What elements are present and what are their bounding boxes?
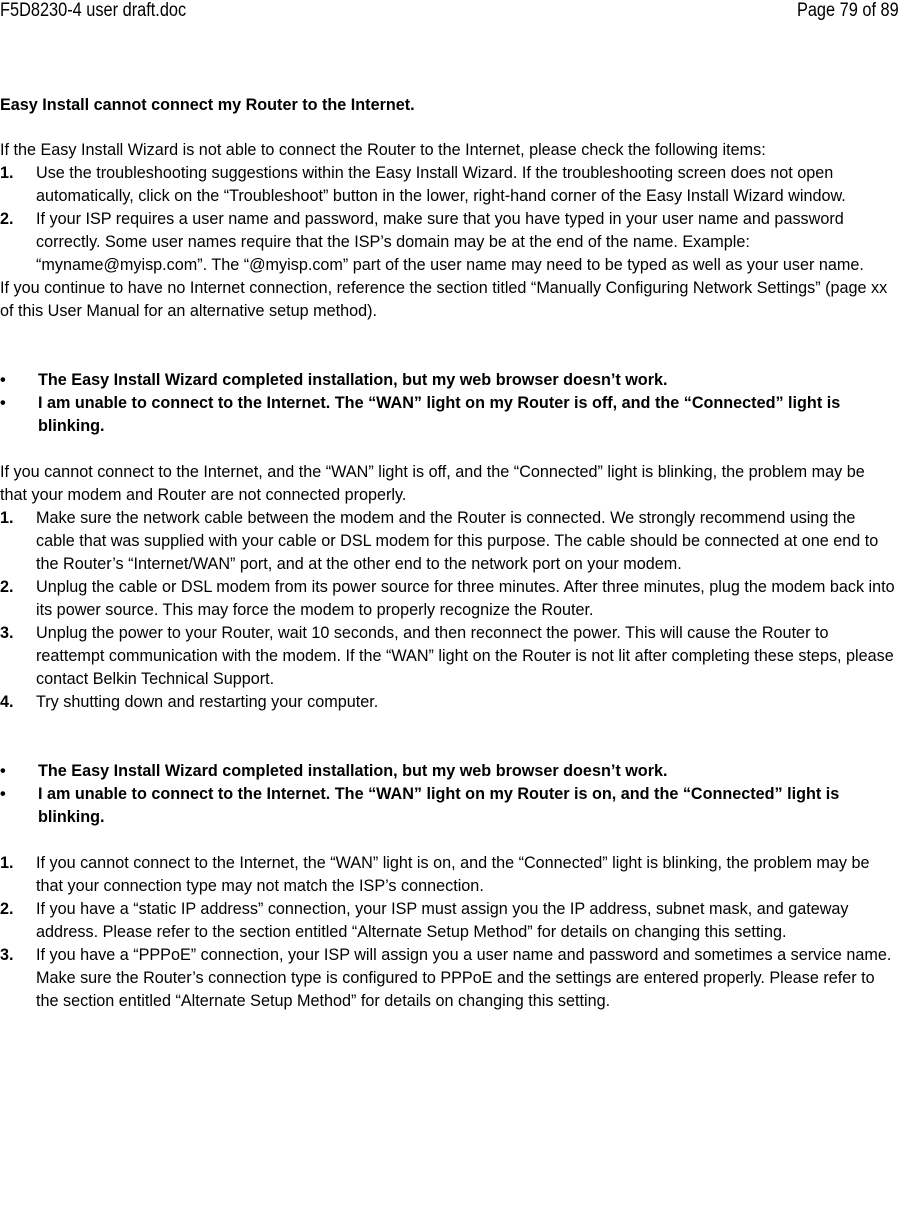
step-number: 2. (0, 578, 14, 596)
spacer (0, 323, 895, 369)
step-number: 1. (0, 509, 14, 527)
problem-text: The Easy Install Wizard completed installation, but my web browser doesn’t work. (38, 762, 668, 780)
step-text: Make sure the network cable between the modem and the Router is connected. We strongly recommend using the cable that was supplied with your cable or DSL modem for this purpose. The cable should be connected at one end to the Router’s “Internet/WAN” port, and at the other end to the network port on your modem. (36, 509, 879, 573)
step-text: Try shutting down and restarting your computer. (36, 693, 379, 711)
step-text: Use the troubleshooting suggestions within the Easy Install Wizard. If the troubleshooting screen does not open automatically, click on the “Troubleshoot” button in the lower, right-hand corner of the Easy Install Wizard window. (36, 164, 846, 205)
section1-intro: If the Easy Install Wizard is not able to connect the Router to the Internet, please check the following items: (0, 141, 766, 159)
bullet-icon: • (0, 394, 6, 412)
section1-outro: If you continue to have no Internet connection, reference the section titled “Manually Configuring Network Settings” (page xx of this User Manual for an alternative setup method). (0, 279, 888, 320)
step-text: If you cannot connect to the Internet, the “WAN” light is on, and the “Connected” light is blinking, the problem may be that your connection type may not match the ISP’s connection. (36, 854, 870, 895)
step-number: 4. (0, 693, 14, 711)
bullet-icon: • (0, 785, 6, 803)
page-header (0, 0, 899, 26)
document-body (0, 94, 895, 1013)
step-number: 2. (0, 900, 14, 918)
problem-text: I am unable to connect to the Internet. The “WAN” light on my Router is on, and the “Connected” light is blinking. (38, 785, 840, 826)
section2-steps (0, 507, 895, 714)
list-item (0, 944, 895, 1013)
problem-item (0, 760, 895, 783)
step-number: 1. (0, 164, 14, 182)
bullet-icon: • (0, 371, 6, 389)
step-text: If you have a “static IP address” connection, your ISP must assign you the IP address, subnet mask, and gateway address. Please refer to the section entitled “Alternate Setup Method” for details on changing this setting. (36, 900, 849, 941)
section1-steps (0, 162, 895, 277)
section2-problems (0, 369, 895, 438)
list-item (0, 576, 895, 622)
step-text: Unplug the power to your Router, wait 10 seconds, and then reconnect the power. This will cause the Router to reattempt communication with the modem. If the “WAN” light on the Router is not lit after completing these steps, please contact Belkin Technical Support. (36, 624, 894, 688)
step-number: 2. (0, 210, 14, 228)
step-text: If your ISP requires a user name and password, make sure that you have typed in your user name and password correctly. Some user names require that the ISP’s domain may be at the end of the name. Example: “myname@myisp.com”. The “@myisp.com” part of the user name may need to be typed as well as your user name. (36, 210, 864, 274)
step-text: If you have a “PPPoE” connection, your ISP will assign you a user name and password and sometimes a service name. Make sure the Router’s connection type is configured to PPPoE and the settings are entered properly. Please refer to the section entitled “Alternate Setup Method” for details on changing this setting. (36, 946, 892, 1010)
section3-problems (0, 760, 895, 829)
section2-intro: If you cannot connect to the Internet, and the “WAN” light is off, and the “Connected” light is blinking, the problem may be that your modem and Router are not connected properly. (0, 463, 865, 504)
list-item (0, 691, 895, 714)
spacer (0, 438, 895, 461)
step-number: 1. (0, 854, 14, 872)
bullet-icon: • (0, 762, 6, 780)
problem-text: I am unable to connect to the Internet. The “WAN” light on my Router is off, and the “Connected” light is blinking. (38, 394, 841, 435)
list-item (0, 852, 895, 898)
problem-item (0, 392, 895, 438)
section-title-easy-install: Easy Install cannot connect my Router to the Internet. (0, 96, 415, 114)
list-item (0, 162, 895, 208)
problem-text: The Easy Install Wizard completed installation, but my web browser doesn’t work. (38, 371, 668, 389)
problem-item (0, 369, 895, 392)
step-number: 3. (0, 624, 14, 642)
list-item (0, 507, 895, 576)
spacer (0, 829, 895, 852)
list-item (0, 622, 895, 691)
list-item (0, 208, 895, 277)
spacer (0, 714, 895, 760)
step-number: 3. (0, 946, 14, 964)
page-number: Page 79 of 89 (796, 0, 899, 21)
document-filename: F5D8230-4 user draft.doc (0, 0, 187, 21)
step-text: Unplug the cable or DSL modem from its power source for three minutes. After three minutes, plug the modem back into its power source. This may force the modem to properly recognize the Router. (36, 578, 895, 619)
problem-item (0, 783, 895, 829)
list-item (0, 898, 895, 944)
section3-steps (0, 852, 895, 1013)
